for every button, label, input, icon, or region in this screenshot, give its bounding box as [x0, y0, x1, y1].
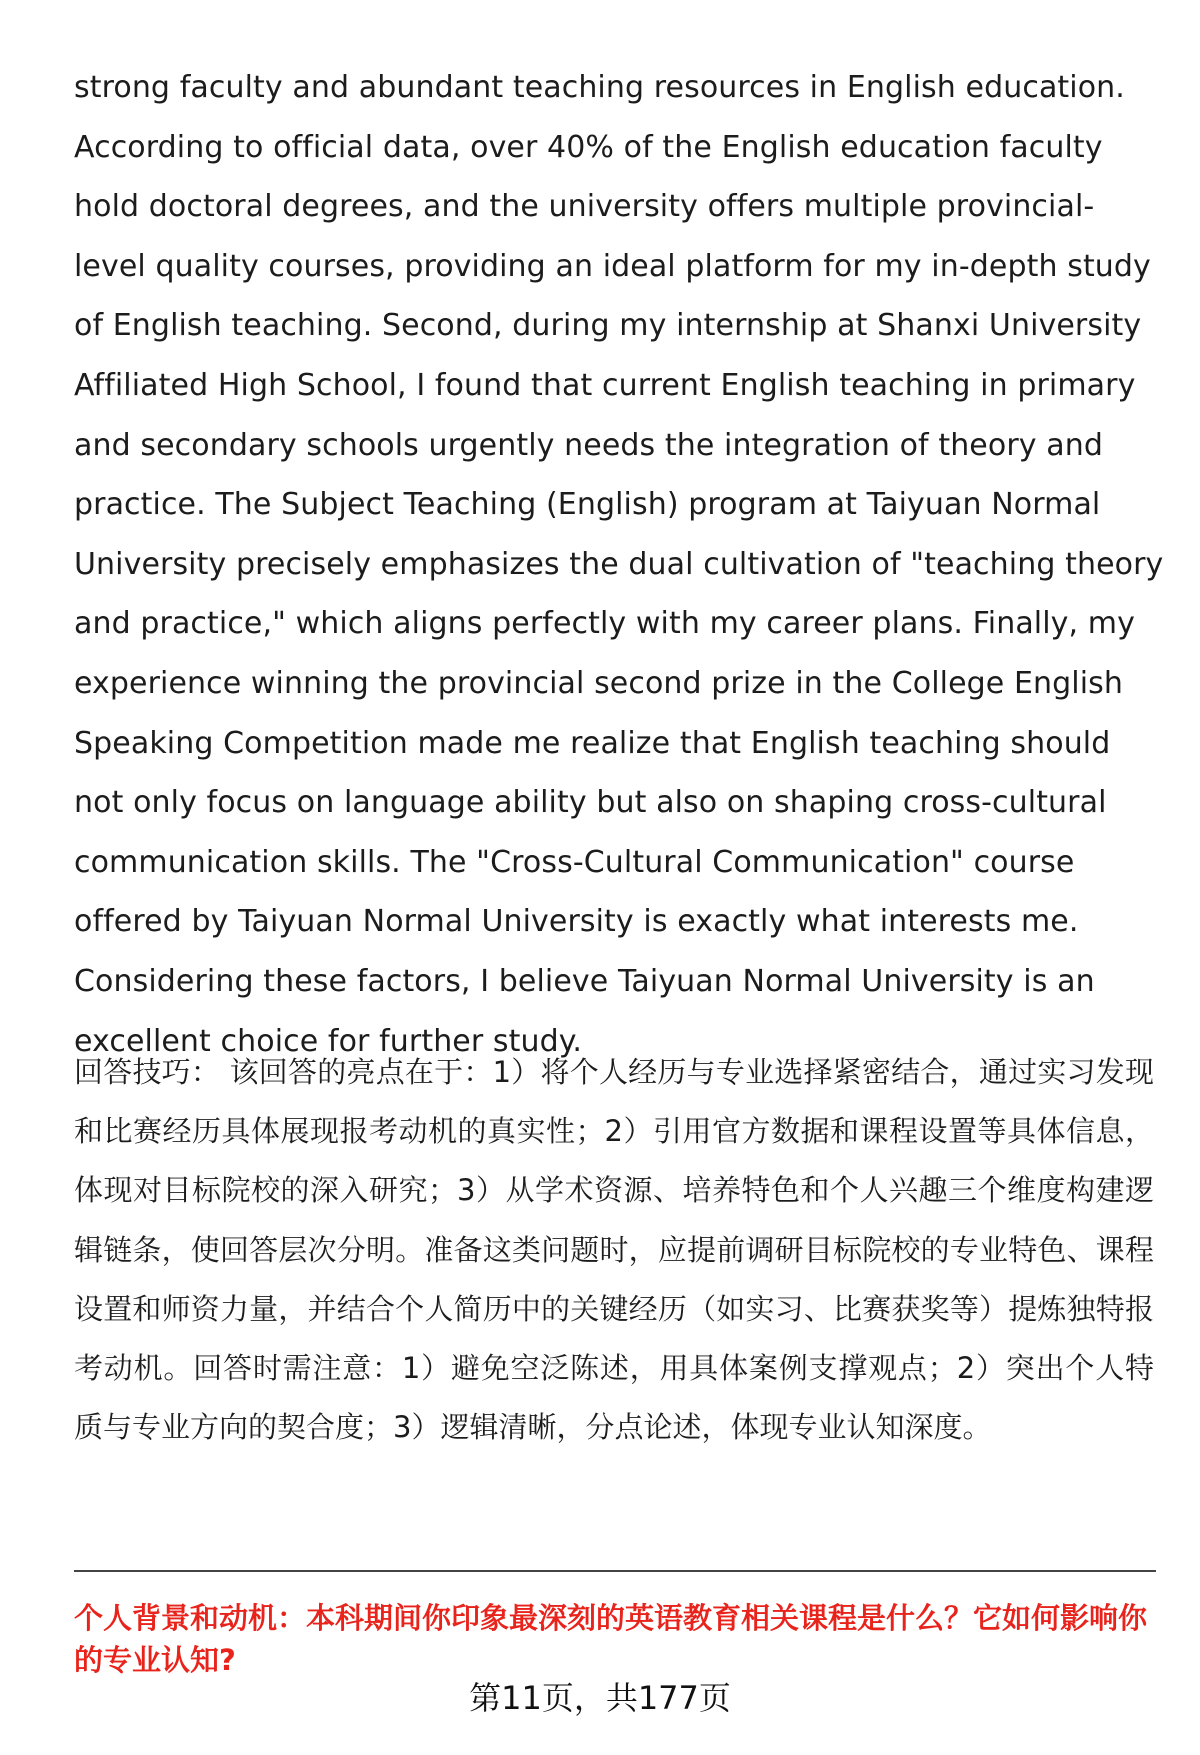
page-number: 第11页，共177页: [469, 1679, 731, 1717]
answer-tips-paragraph: 回答技巧： 该回答的亮点在于：1）将个人经历与专业选择紧密结合，通过实习发现和比赛经历具体展现报考动机的真实性；2）引用官方数据和课程设置等具体信息，体现对目标院校的深入研究；3）从学术资源、培养特色和个人兴趣三个维度构建逻辑链条，使回答层次分明。准备这类问题时，应提前调研目标院校的专业特色、课程设置和师资力量，并结合个人简历中的关键经历（如实习、比赛获奖等）提炼独特报考动机。回答时需注意：1）避免空泛陈述，用具体案例支撑观点；2）突出个人特质与专业方向的契合度；3）逻辑清晰，分点论述，体现专业认知深度。: [74, 1055, 1154, 1445]
section-divider: [74, 1570, 1156, 1572]
answer-paragraph: strong faculty and abundant teaching resources in English education. According to official data, over 40% of the English education faculty hold doctoral degrees, and the university offers multiple provincial-level quality courses, providing an ideal platform for my in-depth study of English teaching. Second, during my internship at Shanxi University Affiliated High School, I found that current English teaching in primary and secondary schools urgently needs the integration of theory and practice. The Subject Teaching (English) program at Taiyuan Normal University precisely emphasizes the dual cultivation of "teaching theory and practice," which aligns perfectly with my career plans. Finally, my experience winning the provincial second prize in the College English Speaking Competition made me realize that English teaching should not only focus on language ability but also on shaping cross-cultural communication skills. The "Cross-Cultural Communication" course offered by Taiyuan Normal University is exactly what interests me. Considering these factors, I believe Taiyuan Normal University is an excellent choice for further study.: [74, 70, 1164, 1059]
next-question-heading: 个人背景和动机：本科期间你印象最深刻的英语教育相关课程是什么？它如何影响你的专业认知?: [74, 1601, 1148, 1677]
